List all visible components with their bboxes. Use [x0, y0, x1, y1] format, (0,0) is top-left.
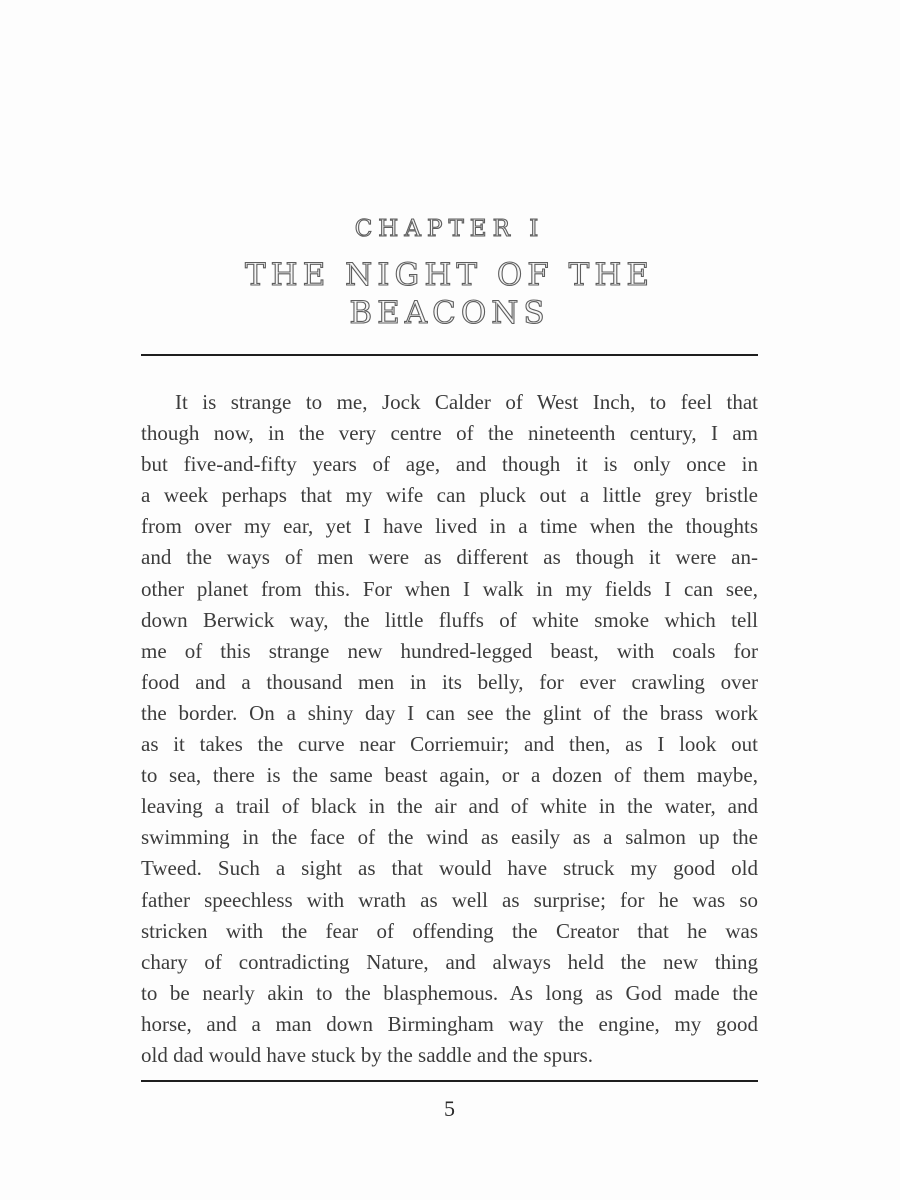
body-paragraph — [141, 387, 758, 1071]
paragraph-line: father speechless with wrath as well as surprise; for he was so — [141, 887, 758, 912]
paragraph-line: other planet from this. For when I walk in my fields I can see, — [141, 576, 758, 601]
page-content — [141, 0, 758, 1071]
header-rule — [141, 354, 758, 356]
page-number: 5 — [444, 1096, 455, 1121]
paragraph-line: swimming in the face of the wind as easily as a salmon up the — [141, 825, 758, 850]
paragraph-line: horse, and a man down Birmingham way the engine, my good — [141, 1011, 758, 1036]
chapter-title: THE NIGHT OF THE BEACONS — [244, 257, 654, 331]
paragraph-line: food and a thousand men in its belly, for ever crawling over — [141, 669, 758, 694]
paragraph-line: a week perhaps that my wife can pluck out a little grey bristle — [141, 483, 758, 508]
paragraph-line: but five-and-fifty years of age, and though it is only once in — [141, 452, 758, 477]
paragraph-line: leaving a trail of black in the air and of white in the water, and — [141, 794, 758, 819]
paragraph-line: down Berwick way, the little fluffs of white smoke which tell — [141, 607, 758, 632]
chapter-label: CHAPTER I — [354, 216, 545, 242]
paragraph-line: Tweed. Such a sight as that would have struck my good old — [141, 856, 758, 881]
paragraph-line: old dad would have stuck by the saddle and the spurs. — [141, 1042, 593, 1067]
paragraph-line: from over my ear, yet I have lived in a time when the thoughts — [141, 514, 758, 539]
paragraph-line: as it takes the curve near Corriemuir; and then, as I look out — [141, 732, 758, 757]
paragraph-line: and the ways of men were as different as though it were an- — [141, 545, 758, 570]
paragraph-line: to sea, there is the same beast again, or a dozen of them maybe, — [141, 763, 758, 788]
paragraph-line: the border. On a shiny day I can see the glint of the brass work — [141, 700, 758, 725]
paragraph-line: chary of contradicting Nature, and always held the new thing — [141, 949, 758, 974]
paragraph-line: me of this strange new hundred-legged beast, with coals for — [141, 638, 758, 663]
paragraph-line: to be nearly akin to the blasphemous. As long as God made the — [141, 980, 758, 1005]
paragraph-line: stricken with the fear of offending the Creator that he was — [141, 918, 758, 943]
footer-rule — [141, 1080, 758, 1082]
paragraph-line: though now, in the very centre of the nineteenth century, I am — [141, 421, 758, 446]
paragraph-line: It is strange to me, Jock Calder of West Inch, to feel that — [175, 390, 758, 414]
